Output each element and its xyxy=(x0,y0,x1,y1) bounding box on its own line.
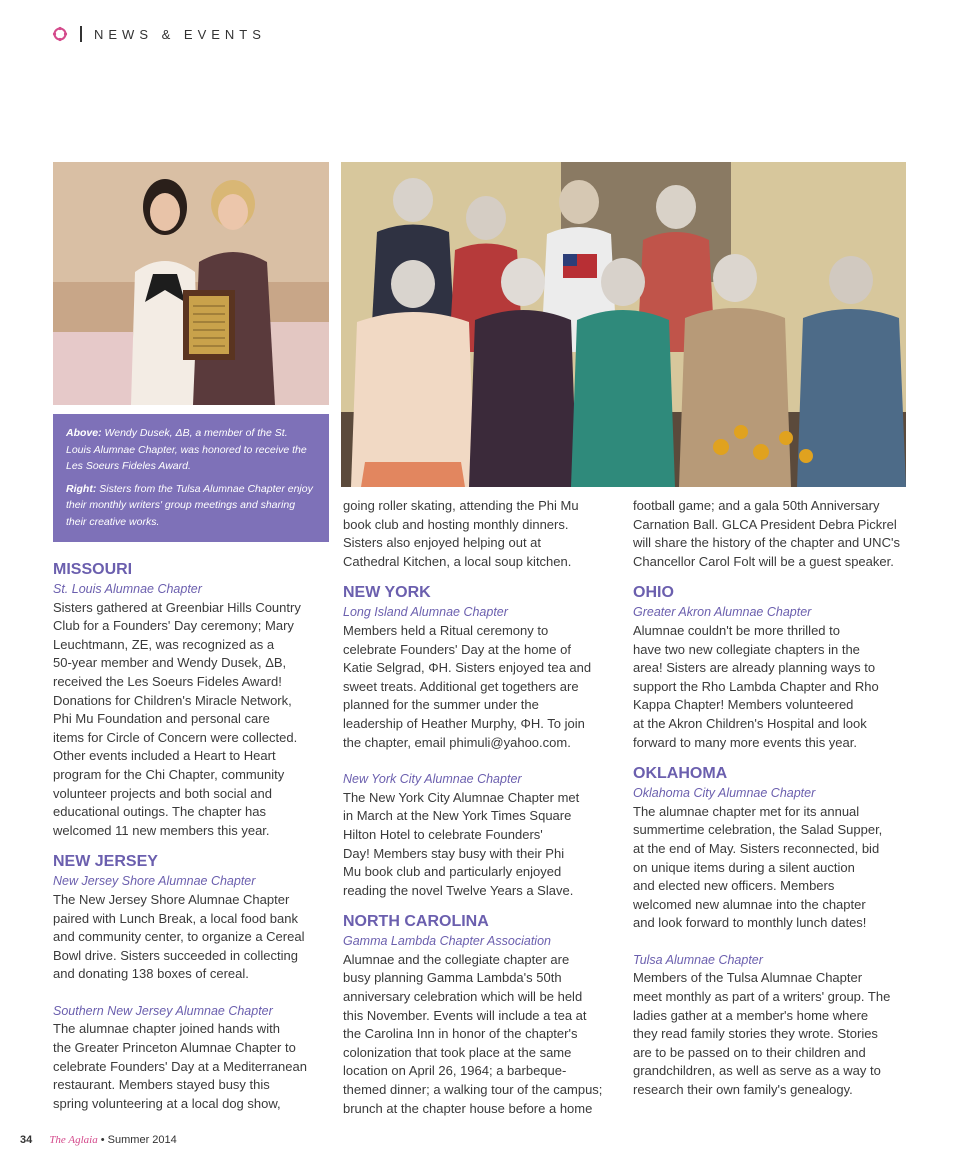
text-line: leadership of Heather Murphy, ΦH. To join xyxy=(343,715,585,731)
photo-caption xyxy=(53,414,329,542)
article-body-continued xyxy=(343,497,619,571)
text-line: Bowl drive. Sisters succeeded in collecting xyxy=(53,947,298,963)
text-line: spring volunteering at a local dog show, xyxy=(53,1095,281,1111)
header-divider xyxy=(80,26,82,42)
text-line: Phi Mu Foundation and personal care xyxy=(53,711,270,727)
magazine-name: The Aglaia xyxy=(49,1134,98,1146)
award-photo-image xyxy=(53,162,329,405)
group-photo xyxy=(341,162,906,487)
text-line: The New Jersey Shore Alumnae Chapter xyxy=(53,891,290,907)
state-heading-north-carolina: NORTH CAROLINA xyxy=(343,913,489,931)
text-line: location on April 26, 1964; a barbeque- xyxy=(343,1063,567,1079)
article-body xyxy=(53,891,315,984)
chapter-name: St. Louis Alumnae Chapter xyxy=(53,582,202,596)
text-line: on unique items during a silent auction xyxy=(633,859,855,875)
text-line: and elected new officers. Members xyxy=(633,878,835,894)
text-line: The New York City Alumnae Chapter met xyxy=(343,789,580,805)
chapter-name: Oklahoma City Alumnae Chapter xyxy=(633,786,816,801)
text-line: research their own family's genealogy. xyxy=(633,1082,853,1098)
text-line: are to be passed on to their children and xyxy=(633,1044,866,1060)
state-heading-missouri: MISSOURI xyxy=(53,561,133,578)
text-line: The alumnae chapter met for its annual xyxy=(633,803,860,819)
column-2 xyxy=(343,497,619,1118)
text-line: Mu book club and particularly enjoyed xyxy=(343,864,562,880)
text-line: Chancellor Carol Folt will be a guest speaker. xyxy=(633,553,894,569)
article-body xyxy=(343,622,619,752)
article-body xyxy=(53,599,315,841)
text-line: ladies gather at a member's home where xyxy=(633,1007,869,1023)
text-line: restaurant. Members stayed busy this xyxy=(53,1077,270,1093)
text-line: forward to many more events this year. xyxy=(633,734,857,750)
text-line: and community center, to organize a Cereal xyxy=(53,929,305,945)
text-line: volunteer projects and both social and xyxy=(53,785,272,801)
article-body xyxy=(343,951,619,1118)
carnation-icon xyxy=(52,26,68,42)
text-line: Club for a Founders' Day ceremony; Mary xyxy=(53,618,294,634)
text-line: Kappa Chapter! Members volunteered xyxy=(633,697,854,713)
text-line: planned for the summer under the xyxy=(343,697,539,713)
text-line: 50-year member and Wendy Dusek, ΔB, xyxy=(53,655,287,671)
text-line: Donations for Children's Miracle Network, xyxy=(53,692,292,708)
article-body xyxy=(343,789,619,901)
text-line: in March at the New York Times Square xyxy=(343,808,572,824)
text-line: welcomed new alumnae into the chapter xyxy=(633,896,866,912)
text-line: at the end of May. Sisters reconnected, bid xyxy=(633,840,880,856)
text-line: themed dinner; a walking tour of the campus; xyxy=(343,1082,603,1098)
text-line: The alumnae chapter joined hands with xyxy=(53,1021,280,1037)
text-line: Members held a Ritual ceremony to xyxy=(343,622,549,638)
caption-right: Right: Sisters from the Tulsa Alumnae Chapter enjoy their monthly writers' group meetings and sharing their creative works. xyxy=(66,482,313,528)
text-line: celebrate Founders' Day at the home of xyxy=(343,641,571,657)
text-line: the Carolina Inn in honor of the chapter's xyxy=(343,1026,578,1042)
text-line: busy planning Gamma Lambda's 50th xyxy=(343,970,562,986)
text-line: program for the Chi Chapter, community xyxy=(53,766,285,782)
section-header xyxy=(52,25,266,43)
column-3 xyxy=(633,497,911,1100)
state-heading-oklahoma: OKLAHOMA xyxy=(633,765,728,783)
text-line: meet monthly as part of a writers' group. The xyxy=(633,989,891,1005)
text-line: Cathedral Kitchen, a local soup kitchen. xyxy=(343,553,572,569)
text-line: have two new collegiate chapters in the xyxy=(633,641,860,657)
text-line: they read family stories they wrote. Stories xyxy=(633,1026,878,1042)
group-photo-image xyxy=(341,162,906,487)
text-line: Sisters also enjoyed helping out at xyxy=(343,535,542,551)
text-line: welcomed 11 new members this year. xyxy=(53,822,270,838)
state-heading-new-york: NEW YORK xyxy=(343,584,431,602)
section-title: NEWS & EVENTS xyxy=(94,26,266,42)
text-line: sweet treats. Additional get togethers are xyxy=(343,678,579,694)
text-line: the chapter, email phimuli@yahoo.com. xyxy=(343,734,571,750)
chapter-name: Tulsa Alumnae Chapter xyxy=(633,952,763,967)
text-line: Hilton Hotel to celebrate Founders' xyxy=(343,826,543,842)
text-line: book club and hosting monthly dinners. xyxy=(343,516,569,532)
text-line: brunch at the chapter house before a home xyxy=(343,1100,593,1116)
chapter-name: Gamma Lambda Chapter Association xyxy=(343,934,551,949)
text-line: will share the history of the chapter and UNC's xyxy=(633,535,900,551)
text-line: anniversary celebration which will be held xyxy=(343,989,583,1005)
chapter-name: Greater Akron Alumnae Chapter xyxy=(633,605,812,620)
award-photo xyxy=(53,162,329,405)
text-line: at the Akron Children's Hospital and look xyxy=(633,715,867,731)
page-number: 34 xyxy=(20,1134,33,1146)
article-body xyxy=(633,622,911,752)
chapter-name: Southern New Jersey Alumnae Chapter xyxy=(53,1003,273,1018)
page-footer xyxy=(20,1134,177,1146)
text-line: celebrate Founders' Day at a Mediterranean xyxy=(53,1058,307,1074)
text-line: area! Sisters are already planning ways to xyxy=(633,660,876,676)
issue-label: • Summer 2014 xyxy=(100,1134,177,1146)
text-line: Members of the Tulsa Alumnae Chapter xyxy=(633,970,863,986)
article-body xyxy=(633,803,911,933)
text-line: and donating 138 boxes of cereal. xyxy=(53,966,249,982)
text-line: Day! Members stay busy with their Phi xyxy=(343,845,565,861)
text-line: items for Circle of Concern were collected. xyxy=(53,729,298,745)
text-line: and look forward to monthly lunch dates! xyxy=(633,915,867,931)
column-1 xyxy=(53,560,315,1113)
text-line: support the Rho Lambda Chapter and Rho xyxy=(633,678,879,694)
article-body xyxy=(53,1020,315,1113)
chapter-name: Long Island Alumnae Chapter xyxy=(343,605,508,620)
chapter-name: New Jersey Shore Alumnae Chapter xyxy=(53,874,256,889)
text-line: Katie Selgrad, ΦH. Sisters enjoyed tea and xyxy=(343,660,592,676)
chapter-name: New York City Alumnae Chapter xyxy=(343,772,522,787)
text-line: paired with Lunch Break, a local food bank xyxy=(53,910,298,926)
text-line: educational outings. The chapter has xyxy=(53,804,266,820)
state-heading-new-jersey: NEW JERSEY xyxy=(53,853,158,871)
text-line: the Greater Princeton Alumnae Chapter to xyxy=(53,1040,296,1056)
text-line: Alumnae couldn't be more thrilled to xyxy=(633,622,840,638)
text-line: football game; and a gala 50th Anniversary xyxy=(633,498,880,513)
text-line: Alumnae and the collegiate chapter are xyxy=(343,951,570,967)
article-body xyxy=(633,969,911,1099)
article-body-continued xyxy=(633,497,911,571)
text-line: Leuchtmann, ZE, was recognized as a xyxy=(53,636,275,652)
text-line: grandchildren, as well as serve as a way to xyxy=(633,1063,881,1079)
text-line: Sisters gathered at Greenbiar Hills Country xyxy=(53,599,301,615)
text-line: Carnation Ball. GLCA President Debra Pickrel xyxy=(633,516,897,532)
text-line: colonization that took place at the same xyxy=(343,1044,572,1060)
text-line: received the Les Soeurs Fideles Award! xyxy=(53,673,282,689)
text-line: this November. Events will include a tea at xyxy=(343,1007,587,1023)
text-line: summertime celebration, the Salad Supper, xyxy=(633,822,883,838)
caption-above: Above: Wendy Dusek, ΔB, a member of the St. Louis Alumnae Chapter, was honored to receive the Les Soeurs Fideles Award. xyxy=(66,427,307,472)
text-line: reading the novel Twelve Years a Slave. xyxy=(343,882,574,898)
state-heading-ohio: OHIO xyxy=(633,584,674,602)
text-line: going roller skating, attending the Phi Mu xyxy=(343,498,579,513)
text-line: Other events included a Heart to Heart xyxy=(53,748,276,764)
